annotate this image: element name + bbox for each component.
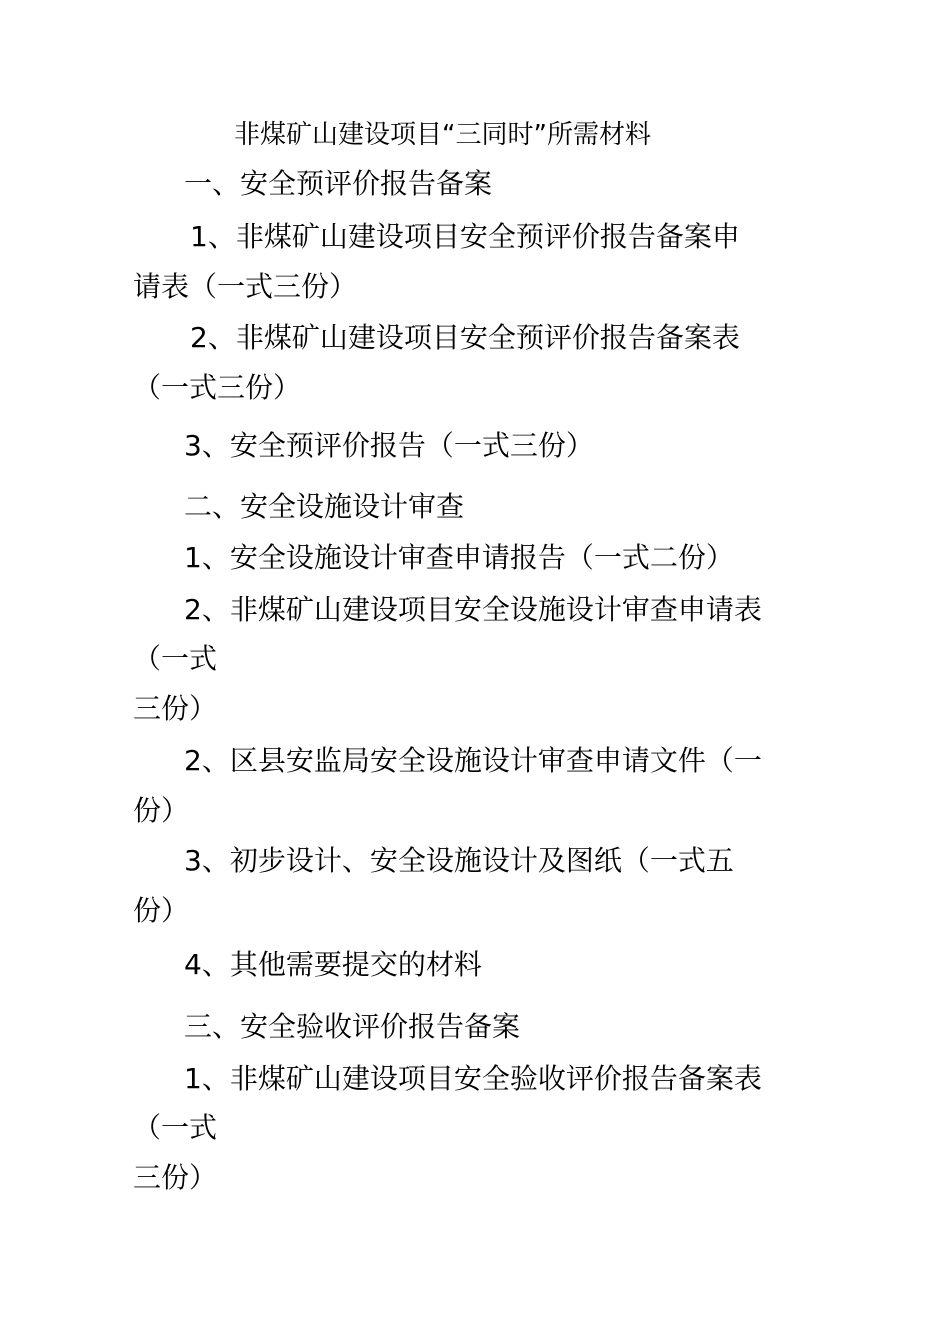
document-title: 非煤矿山建设项目“三同时”所需材料: [234, 120, 651, 150]
list-item: 2、非煤矿山建设项目安全设施设计审查申请表: [184, 593, 762, 626]
list-item: 1、非煤矿山建设项目安全验收评价报告备案表: [184, 1062, 762, 1095]
list-item: 1、非煤矿山建设项目安全预评价报告备案申: [190, 220, 740, 253]
list-item: 3、初步设计、安全设施设计及图纸（一式五: [184, 844, 734, 877]
list-item-continuation: 三份）: [133, 1161, 218, 1194]
list-item: 3、安全预评价报告（一式三份）: [184, 429, 594, 462]
section-heading-2: 二、安全设施设计审查: [184, 490, 465, 523]
list-item: 1、安全设施设计审查申请报告（一式二份）: [184, 541, 734, 574]
section-heading-1: 一、安全预评价报告备案: [184, 167, 493, 200]
list-item-continuation: 请表（一式三份）: [133, 270, 358, 303]
section-heading-3: 三、安全验收评价报告备案: [184, 1010, 521, 1043]
list-item-continuation: （一式三份）: [133, 371, 302, 404]
list-item: 2、区县安监局安全设施设计审查申请文件（一: [184, 744, 762, 777]
list-item-continuation: （一式: [133, 1111, 218, 1144]
list-item-continuation: 三份）: [133, 692, 218, 725]
list-item-continuation: 份）: [133, 794, 190, 827]
list-item-continuation: （一式: [133, 642, 218, 675]
list-item: 2、非煤矿山建设项目安全预评价报告备案表: [190, 321, 740, 354]
list-item: 4、其他需要提交的材料: [184, 948, 482, 981]
list-item-continuation: 份）: [133, 894, 190, 927]
